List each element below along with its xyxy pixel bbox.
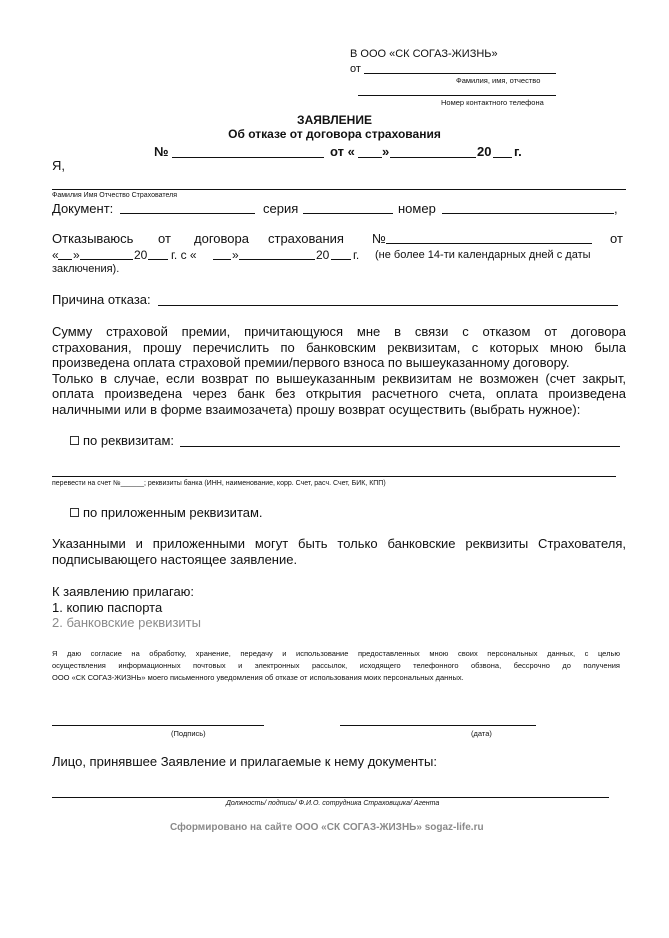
series-line[interactable] <box>303 213 393 214</box>
note-line-2: подписывающего настоящее заявление. <box>52 551 298 567</box>
refund-line-2: страхования, прошу перечислить по банковским реквизитам, с которых мною была <box>52 339 626 355</box>
details-caption: перевести на счет №______; реквизиты банка (ИНН, наименование, корр. Счет, расч. Счет, БИК, КПП) <box>52 480 386 487</box>
contract-number-label: № <box>372 231 386 246</box>
applicant-caption: Фамилия Имя Отчество Страхователя <box>52 192 178 199</box>
quote-close: » <box>382 144 390 159</box>
date-line[interactable] <box>340 725 536 726</box>
refund-paragraph <box>52 324 626 417</box>
note-line-1: Указанными и приложенными могут быть только банковские реквизиты Страхователя, <box>52 536 626 551</box>
start-month-line[interactable] <box>239 259 315 260</box>
year-suffix: г. <box>514 144 522 159</box>
start-day-line[interactable] <box>213 259 231 260</box>
statement-number-line[interactable] <box>172 157 324 158</box>
signature-line[interactable] <box>52 725 264 726</box>
from-label: от <box>350 63 361 75</box>
refund-line-6: наличными или в форме взаимозачета) прошу возврат осуществить (выбрать нужное): <box>52 401 581 417</box>
refusal-word-1: Отказываюсь <box>52 231 134 246</box>
contract-quote-close: » <box>73 248 80 262</box>
reason-line[interactable] <box>158 305 618 306</box>
note-paragraph <box>52 536 626 567</box>
refund-line-3: произведена оплата страховой премии/первого взноса по вышеуказанному договору. <box>52 355 570 370</box>
month-line[interactable] <box>390 157 476 158</box>
document-subtitle: Об отказе от договора страхования <box>228 127 441 141</box>
recipient: В ООО «СК СОГАЗ-ЖИЗНЬ» <box>350 48 498 60</box>
number-label: № <box>154 144 169 159</box>
days-note: (не более 14-ти календарных дней с даты <box>375 249 591 261</box>
option-by-attached: по приложенным реквизитам. <box>83 505 263 520</box>
attachments <box>52 584 201 631</box>
phone-line[interactable] <box>358 95 556 96</box>
refusal-word-2: от <box>158 231 171 246</box>
document-title: ЗАЯВЛЕНИЕ <box>297 113 372 127</box>
receiver-caption: Должность/ подпись/ Ф.И.О. сотрудника Страховщика/ Агента <box>226 800 440 807</box>
consent-line-3: ООО «СК СОГАЗ-ЖИЗНЬ» моего письменного уведомления об отказе от использования моих персональных данных. <box>52 673 464 682</box>
details-line-1[interactable] <box>180 446 620 447</box>
refusal-word-4: страхования <box>268 231 344 246</box>
phone-caption: Номер контактного телефона <box>441 98 544 107</box>
contract-quote-open: « <box>52 248 59 262</box>
date-from-label: от « <box>330 144 355 159</box>
consent-text <box>52 648 620 684</box>
details-line-2[interactable] <box>52 476 616 477</box>
date-caption: (дата) <box>471 729 492 738</box>
year-prefix: 20 <box>477 144 492 159</box>
attachments-title: К заявлению прилагаю: <box>52 584 195 599</box>
start-year-prefix: 20 <box>316 248 330 262</box>
contract-month-line[interactable] <box>80 259 133 260</box>
consent-line-1: Я даю согласие на обработку, хранение, передачу и использование предоставленных мною своих персональных данных, с целью <box>52 649 620 658</box>
series-label: серия <box>263 201 299 216</box>
option-by-details: по реквизитам: <box>83 433 175 448</box>
consent-line-2: осуществления информационных почтовых и электронных рассылок, исходящего телефонного обзвона, бессрочно до получения <box>52 661 620 670</box>
attachment-passport: 1. копию паспорта <box>52 599 163 615</box>
start-quote-close: » <box>232 248 239 262</box>
applicant-name-line[interactable] <box>52 189 626 190</box>
reason-label: Причина отказа: <box>52 292 151 307</box>
refund-line-5: оплата произведена через банк без открытия расчетного счета, оплата произведена <box>52 386 626 401</box>
start-year-line[interactable] <box>331 259 351 260</box>
receiver-label: Лицо, принявшее Заявление и прилагаемые к нему документы: <box>52 754 437 769</box>
signature-caption: (Подпись) <box>171 729 206 738</box>
refund-line-4: Только в случае, если возврат по вышеуказанным реквизитам не возможен (счет закрыт, <box>52 370 626 386</box>
contract-from-label: г. с « <box>171 248 197 262</box>
footer-text: Сформировано на сайте ООО «СК СОГАЗ-ЖИЗНЬ» sogaz-life.ru <box>170 822 484 833</box>
fio-line[interactable] <box>364 73 556 74</box>
refund-line-1: Сумму страховой премии, причитающуюся мне в связи с отказом от договора <box>52 324 626 339</box>
day-line[interactable] <box>358 157 382 158</box>
doc-comma: , <box>614 201 618 216</box>
ya-label: Я, <box>52 158 65 173</box>
doc-number-line[interactable] <box>442 213 614 214</box>
receiver-line[interactable] <box>52 797 609 798</box>
year-line[interactable] <box>493 157 512 158</box>
contract-year-line[interactable] <box>148 259 168 260</box>
document-label: Документ: <box>52 201 114 216</box>
refusal-word-3: договора <box>194 231 249 246</box>
attachment-bank-details: 2. банковские реквизиты <box>52 615 201 630</box>
checkbox-icon[interactable] <box>70 508 79 517</box>
contract-number-line[interactable] <box>386 243 592 244</box>
fio-caption: Фамилия, имя, отчество <box>456 76 541 85</box>
contract-year-prefix: 20 <box>134 248 148 262</box>
contract-day-line[interactable] <box>58 259 72 260</box>
doc-number-label: номер <box>398 201 436 216</box>
days-note-end: заключения). <box>52 263 120 275</box>
start-year-suffix: г. <box>353 248 360 262</box>
document-type-line[interactable] <box>120 213 255 214</box>
checkbox-icon[interactable] <box>70 436 79 445</box>
refusal-word-6: от <box>610 231 623 246</box>
